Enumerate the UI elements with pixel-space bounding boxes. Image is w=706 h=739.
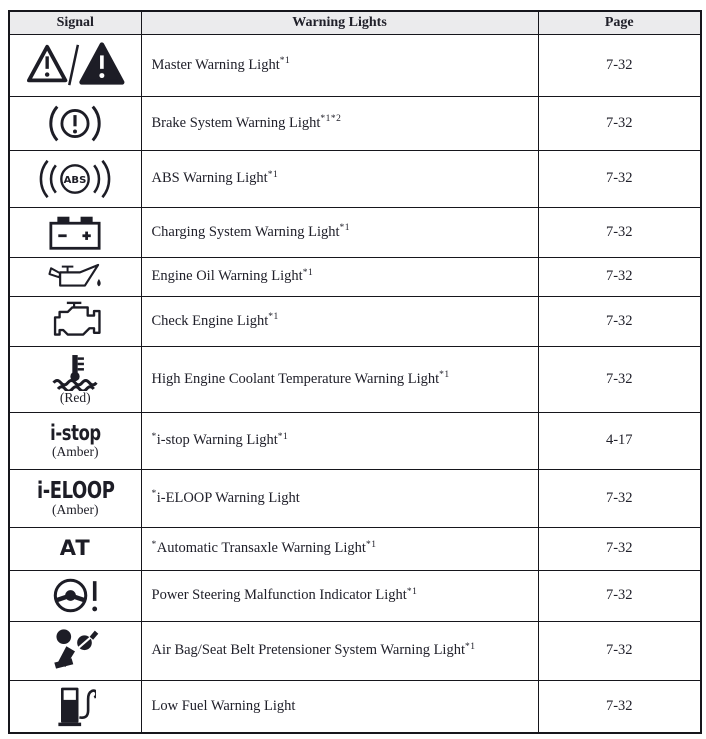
footnote-marker: * [151,431,157,442]
warning-light-name: Low Fuel Warning Light [151,697,296,714]
coolant-temperature-warning-icon [50,353,100,391]
footnote-marker: *1 [277,431,289,442]
footnote-marker: *1 [365,539,377,550]
warning-light-name: Master Warning Light [151,56,280,73]
page-ref: 7-32 [538,469,701,527]
power-steering-warning-icon [49,574,101,617]
header-page: Page [538,11,701,34]
table-row [9,680,701,733]
warning-light-name: Check Engine Light [151,312,269,329]
footnote-marker: *1 [302,267,314,278]
table-row [9,527,701,570]
table-row [9,346,701,412]
i-stop-logo: i-stop [49,420,101,445]
i-eloop-logo: i-ELOOP [36,477,115,504]
warning-light-name: Power Steering Malfunction Indicator Light [151,587,407,603]
warning-light-name: Air Bag/Seat Belt Pretensioner System Warning Light [151,642,465,658]
warning-light-name: Brake System Warning Light [151,114,321,131]
footnote-marker: *1 [268,312,279,322]
footnote-marker: *1*2 [320,114,342,124]
at-logo: AT [59,535,91,560]
table-row [9,570,701,621]
page-ref: 7-32 [538,346,701,412]
abs-warning-icon [39,158,111,200]
table-row [9,257,701,296]
master-warning-icon [25,41,125,89]
page-ref: 7-32 [538,680,701,733]
footnote-marker: *1 [339,223,350,233]
table-row [9,469,701,527]
engine-oil-warning-icon [44,260,106,293]
low-fuel-warning-icon [54,684,96,728]
table-row [9,296,701,346]
header-row [9,11,701,34]
warning-light-name: Engine Oil Warning Light [151,268,303,284]
table-row [9,412,701,469]
signal-caption: (Red) [59,390,91,405]
svg-text:ABS: ABS [63,174,87,186]
signal-caption: (Amber) [52,443,99,459]
footnote-marker: * [151,489,157,499]
page-ref: 7-32 [538,621,701,680]
brake-system-warning-icon [45,102,105,145]
airbag-warning-icon [50,628,100,673]
page-ref: 7-32 [538,296,701,346]
warning-light-name: Charging System Warning Light [151,223,340,240]
table-row [9,150,701,207]
page-ref: 7-32 [538,96,701,150]
footnote-marker: *1 [267,169,279,180]
check-engine-icon [46,300,104,342]
table-row [9,96,701,150]
page-ref: 7-32 [538,570,701,621]
warning-light-name: ABS Warning Light [151,170,268,186]
footnote-marker: *1 [406,586,418,597]
page-ref: 4-17 [538,412,701,469]
charging-system-warning-icon [47,213,103,252]
table-row [9,207,701,257]
table-row [9,34,701,96]
page-ref: 7-32 [538,150,701,207]
page-ref: 7-32 [538,34,701,96]
footnote-marker: * [151,539,157,550]
footnote-marker: *1 [465,641,476,652]
warning-lights-table [8,10,702,734]
page-ref: 7-32 [538,207,701,257]
signal-caption: (Amber) [52,501,99,517]
page-ref: 7-32 [538,257,701,296]
page-ref: 7-32 [538,527,701,570]
header-warning-lights: Warning Lights [141,11,538,34]
warning-light-name: Automatic Transaxle Warning Light [156,540,366,556]
table-row [9,621,701,680]
header-signal: Signal [9,11,141,34]
footnote-marker: *1 [279,56,291,66]
warning-light-name: High Engine Coolant Temperature Warning Light [151,370,440,387]
footnote-marker: *1 [439,370,450,380]
warning-light-name: i-stop Warning Light [156,432,278,448]
warning-light-name: i-ELOOP Warning Light [156,489,300,506]
